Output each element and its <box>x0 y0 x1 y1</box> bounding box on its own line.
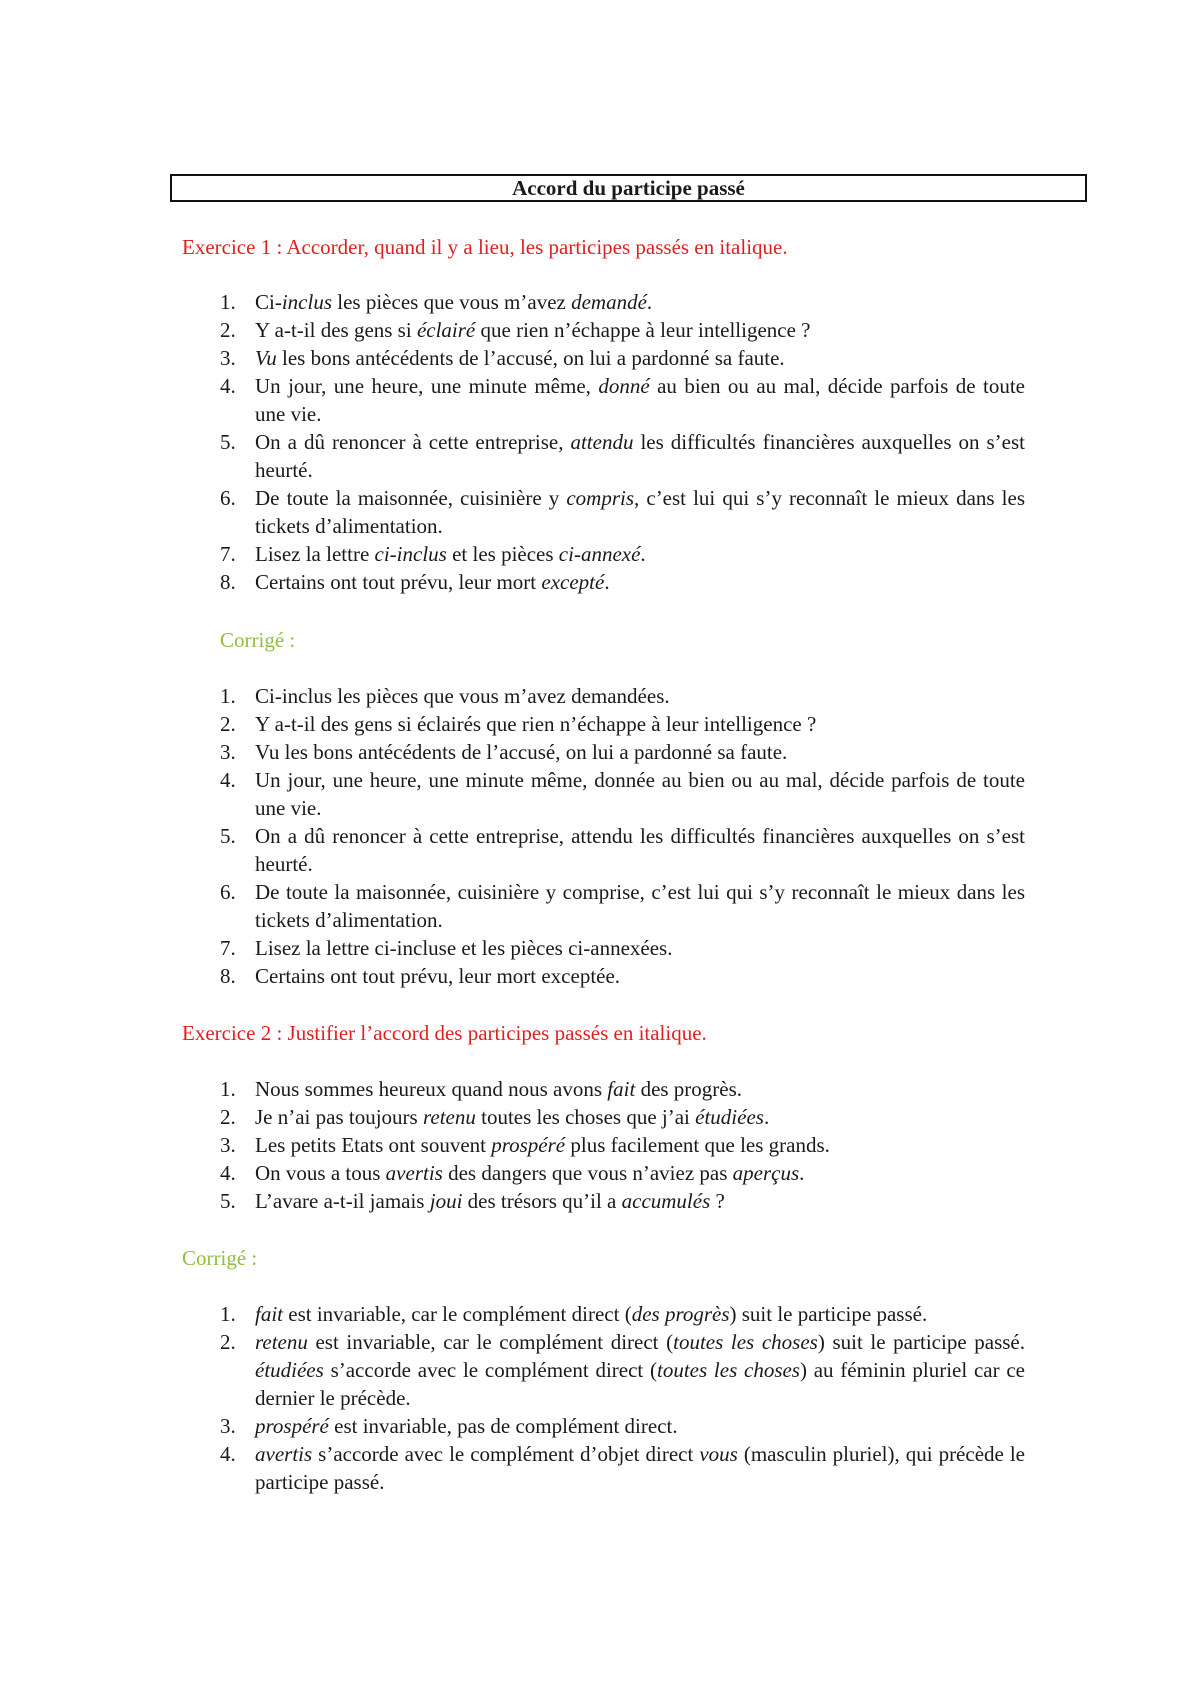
correction1-list <box>220 682 1025 990</box>
list-item-number: 1. <box>220 684 236 708</box>
list-item <box>220 1300 1025 1328</box>
list-item-text: Y a-t-il des gens si éclairés que rien n’échappe à leur intelligence ? <box>255 712 817 736</box>
list-item-text: Les petits Etats ont souvent prospéré plus facilement que les grands. <box>255 1133 830 1157</box>
list-item <box>220 1159 1025 1187</box>
list-item-text: Certains ont tout prévu, leur mort excepté. <box>255 570 610 594</box>
exercise2-heading: Exercice 2 : Justifier l’accord des participes passés en italique. <box>182 1021 707 1045</box>
list-item-number: 4. <box>220 1442 236 1466</box>
list-item-text: Certains ont tout prévu, leur mort exceptée. <box>255 964 621 988</box>
list-item-number: 2. <box>220 712 236 736</box>
list-item-number: 3. <box>220 1133 236 1157</box>
list-item-number: 2. <box>220 1105 236 1129</box>
list-item <box>220 1328 1025 1412</box>
list-item-number: 3. <box>220 740 236 764</box>
page-title: Accord du participe passé <box>170 174 1087 202</box>
list-item-text: Vu les bons antécédents de l’accusé, on lui a pardonné sa faute. <box>255 740 788 764</box>
exercise2-list <box>220 1075 1025 1215</box>
list-item <box>220 428 1025 484</box>
list-item-text: On a dû renoncer à cette entreprise, attendu les difficultés financières auxquelles on s’est heurté. <box>255 824 1025 876</box>
list-item <box>220 1440 1025 1496</box>
list-item-text: Lisez la lettre ci-inclus et les pièces ci-annexé. <box>255 542 646 566</box>
list-item <box>220 962 1025 990</box>
list-item-text: Je n’ai pas toujours retenu toutes les choses que j’ai étudiées. <box>255 1105 770 1129</box>
list-item-number: 3. <box>220 346 236 370</box>
list-item-text: Lisez la lettre ci-incluse et les pièces ci-annexées. <box>255 936 673 960</box>
list-item-number: 1. <box>220 290 236 314</box>
list-item-text: retenu est invariable, car le complément direct (toutes les choses) suit le participe passé. étudiées s’accorde avec le complément direct (toutes les choses) au féminin pluriel car ce dernier le précède. <box>255 1330 1025 1410</box>
list-item-text: Ci-inclus les pièces que vous m’avez demandées. <box>255 684 670 708</box>
list-item <box>220 288 1025 316</box>
list-item-text: De toute la maisonnée, cuisinière y comprise, c’est lui qui s’y reconnaît le mieux dans les tickets d’alimentation. <box>255 880 1025 932</box>
list-item-number: 2. <box>220 1330 236 1354</box>
list-item-number: 1. <box>220 1077 236 1101</box>
list-item <box>220 1412 1025 1440</box>
list-item-text: avertis s’accorde avec le complément d’objet direct vous (masculin pluriel), qui précède le participe passé. <box>255 1442 1026 1494</box>
list-item-number: 5. <box>220 430 236 454</box>
list-item <box>220 878 1025 934</box>
list-item-number: 4. <box>220 1161 236 1185</box>
exercise1-heading: Exercice 1 : Accorder, quand il y a lieu, les participes passés en italique. <box>182 235 788 259</box>
list-item-number: 5. <box>220 1189 236 1213</box>
list-item <box>220 316 1025 344</box>
list-item-text: On a dû renoncer à cette entreprise, attendu les difficultés financières auxquelles on s’est heurté. <box>255 430 1025 482</box>
list-item-text: Y a-t-il des gens si éclairé que rien n’échappe à leur intelligence ? <box>255 318 811 342</box>
list-item <box>220 568 1025 596</box>
list-item-number: 8. <box>220 570 236 594</box>
list-item-number: 7. <box>220 542 236 566</box>
exercise1-list <box>220 288 1025 596</box>
list-item <box>220 1131 1025 1159</box>
list-item <box>220 484 1025 540</box>
list-item-text: Vu les bons antécédents de l’accusé, on lui a pardonné sa faute. <box>255 346 785 370</box>
list-item-number: 2. <box>220 318 236 342</box>
correction1-heading: Corrigé : <box>220 628 296 652</box>
list-item <box>220 1103 1025 1131</box>
list-item-number: 8. <box>220 964 236 988</box>
list-item-number: 4. <box>220 768 236 792</box>
list-item-text: L’avare a-t-il jamais joui des trésors qu’il a accumulés ? <box>255 1189 725 1213</box>
list-item <box>220 934 1025 962</box>
list-item-text: De toute la maisonnée, cuisinière y compris, c’est lui qui s’y reconnaît le mieux dans les tickets d’alimentation. <box>255 486 1025 538</box>
list-item-number: 6. <box>220 486 236 510</box>
list-item <box>220 710 1025 738</box>
list-item-number: 5. <box>220 824 236 848</box>
list-item-text: Ci-inclus les pièces que vous m’avez demandé. <box>255 290 653 314</box>
list-item-number: 7. <box>220 936 236 960</box>
list-item-text: Nous sommes heureux quand nous avons fait des progrès. <box>255 1077 743 1101</box>
list-item <box>220 766 1025 822</box>
list-item-number: 3. <box>220 1414 236 1438</box>
list-item-number: 4. <box>220 374 236 398</box>
list-item <box>220 1075 1025 1103</box>
list-item <box>220 822 1025 878</box>
list-item <box>220 738 1025 766</box>
list-item <box>220 682 1025 710</box>
correction2-heading: Corrigé : <box>182 1246 258 1270</box>
list-item <box>220 344 1025 372</box>
list-item-text: Un jour, une heure, une minute même, donnée au bien ou au mal, décide parfois de toute une vie. <box>255 768 1025 820</box>
correction2-list <box>220 1300 1025 1496</box>
list-item-text: Un jour, une heure, une minute même, donné au bien ou au mal, décide parfois de toute une vie. <box>255 374 1025 426</box>
list-item <box>220 1187 1025 1215</box>
list-item-text: On vous a tous avertis des dangers que vous n’aviez pas aperçus. <box>255 1161 805 1185</box>
list-item-text: prospéré est invariable, pas de complément direct. <box>255 1414 678 1438</box>
list-item <box>220 372 1025 428</box>
list-item-number: 1. <box>220 1302 236 1326</box>
list-item-number: 6. <box>220 880 236 904</box>
list-item <box>220 540 1025 568</box>
list-item-text: fait est invariable, car le complément direct (des progrès) suit le participe passé. <box>255 1302 928 1326</box>
